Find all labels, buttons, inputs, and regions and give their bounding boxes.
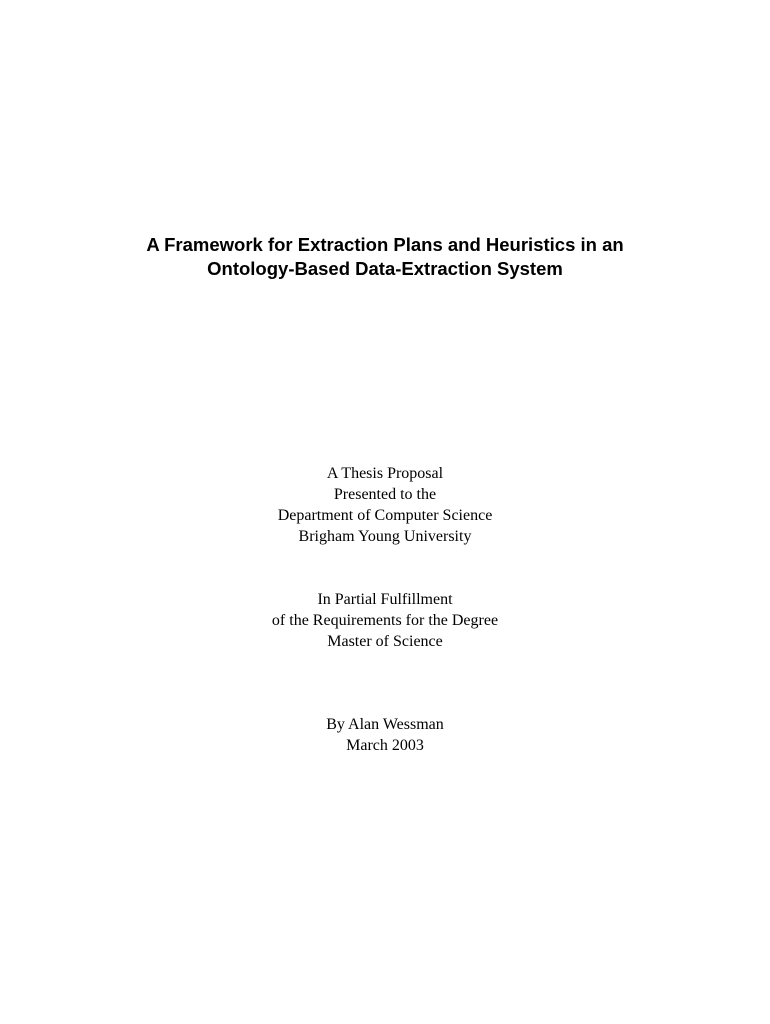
title-line-1: A Framework for Extraction Plans and Heuristics in an	[146, 234, 624, 255]
title-line-2: Ontology-Based Data-Extraction System	[207, 258, 563, 279]
degree-name: Master of Science	[327, 633, 443, 650]
thesis-title	[0, 233, 770, 281]
department-name: Department of Computer Science	[277, 507, 493, 524]
university-name: Brigham Young University	[298, 528, 472, 545]
requirements-line: of the Requirements for the Degree	[271, 612, 499, 629]
proposal-type: A Thesis Proposal	[326, 465, 444, 482]
degree-statement	[0, 589, 770, 652]
author-info	[0, 714, 770, 756]
proposal-statement	[0, 463, 770, 547]
submission-date: March 2003	[346, 737, 424, 754]
fulfillment-line: In Partial Fulfillment	[317, 591, 453, 608]
presented-to: Presented to the	[333, 486, 437, 503]
author-byline: By Alan Wessman	[326, 716, 444, 733]
